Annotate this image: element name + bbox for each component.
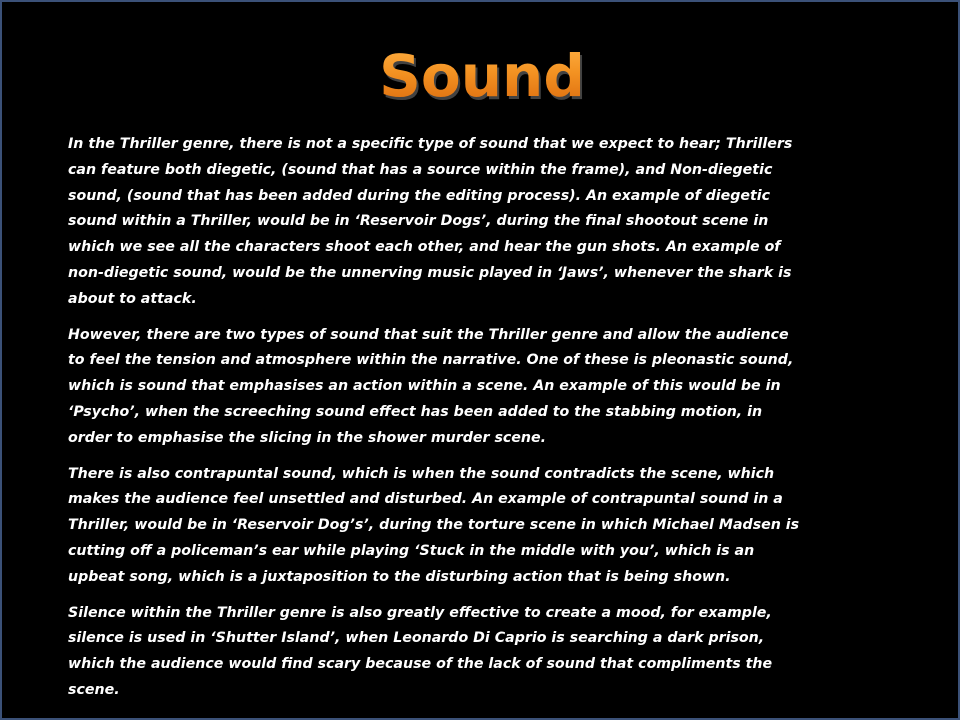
paragraph-intro: In the Thriller genre, there is not a specific type of sound that we expect to hear; Thrillers can feature both diegetic, (sound that has a source within the frame), and Non-diegetic sound, (sound that has been added during the editing process). An example of diegetic sound within a Thriller, would be in ‘Reservoir Dogs’, during the final shootout scene in which we see all the characters shoot each other, and hear the gun shots. An example of non-diegetic sound, would be the unnerving music played in ‘Jaws’, whenever the shark is about to attack. [68,136,793,307]
paragraph-contrapuntal: There is also contrapuntal sound, which is when the sound contradicts the scene, which makes the audience feel unsettled and disturbed. An example of contrapuntal sound in a Thriller, would be in ‘Reservoir Dog’s’, during the torture scene in which Michael Madsen is cutting off a policeman’s ear while playing ‘Stuck in the middle with you’, which is an upbeat song, which is a juxtaposition to the disturbing action that is being shown. [68,465,800,585]
slide-title: Sound [2,40,960,112]
slide-body [68,132,806,714]
paragraph-silence: Silence within the Thriller genre is also greatly effective to create a mood, for example, silence is used in ‘Shutter Island’, when Leonardo Di Caprio is searching a dark prison, which the audience would find scary because of the lack of sound that compliments the scene. [68,604,773,698]
paragraph-pleonastic: However, there are two types of sound that suit the Thriller genre and allow the audience to feel the tension and atmosphere within the narrative. One of these is pleonastic sound, which is sound that emphasises an action within a scene. An example of this would be in ‘Psycho’, when the screeching sound effect has been added to the stabbing motion, in order to emphasise the slicing in the shower murder scene. [68,326,794,446]
